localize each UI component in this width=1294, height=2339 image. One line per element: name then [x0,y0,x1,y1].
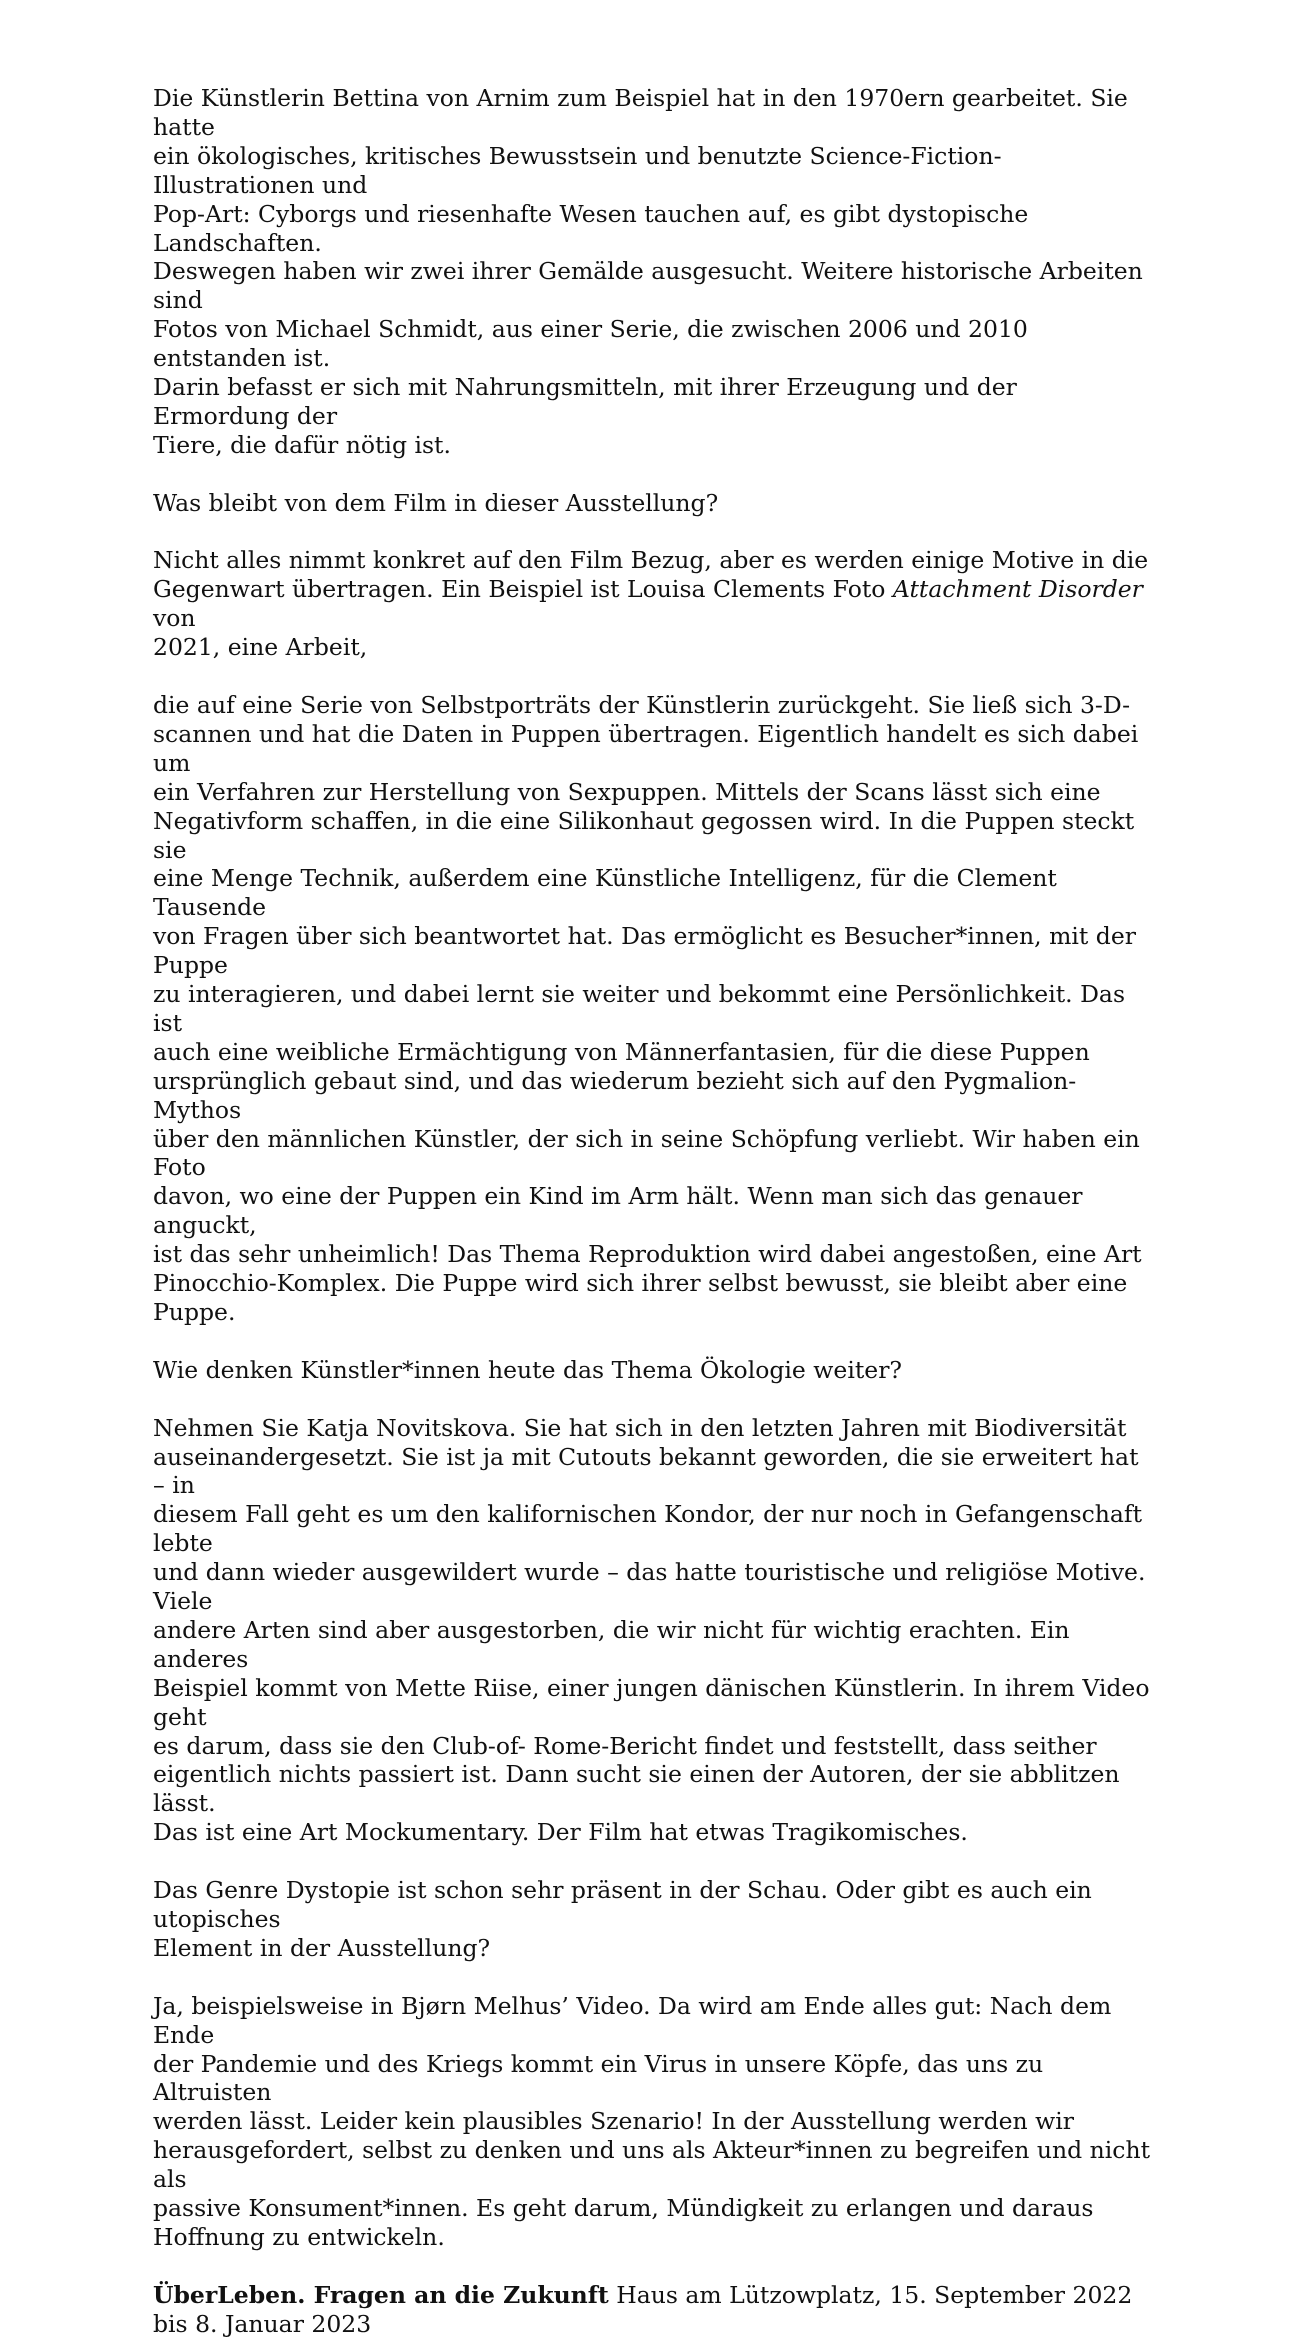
article-page [153,84,1153,2339]
paragraph-bettina-von-arnim: Die Künstlerin Bettina von Arnim zum Beispiel hat in den 1970ern gearbeitet. Sie hatte ein ökologisches, kritisches Bewusstsein und benutzte Science-Fiction-Illustrationen und Pop-Art: Cyborgs und riesenhafte Wesen tauchen auf, es gibt dystopische Landschaften. Deswegen haben wir zwei ihrer Gemälde ausgesucht. Weitere historische Arbeiten sind Fotos von Michael Schmidt, aus einer Serie, die zwischen 2006 und 2010 entstanden ist. Darin befasst er sich mit Nahrungsmitteln, mit ihrer Erzeugung und der Ermordung der Tiere, die dafür nötig ist. [153,84,1143,459]
paragraph-katja-novitskova: Nehmen Sie Katja Novitskova. Sie hat sich in den letzten Jahren mit Biodiversität auseinandergesetzt. Sie ist ja mit Cutouts bekannt geworden, die sie erweitert hat – in diesem Fall geht es um den kalifornischen Kondor, der nur noch in Gefangenschaft lebte und dann wieder ausgewildert wurde – das hatte touristische und religiöse Motive. Viele andere Arten sind aber ausgestorben, die wir nicht für wichtig erachten. Ein anderes Beispiel kommt von Mette Riise, einer jungen dänischen Künstlerin. In ihrem Video geht es darum, dass sie den Club-of- Rome-Bericht findet und feststellt, dass seither eigentlich nichts passiert ist. Dann sucht sie einen der Autoren, der sie abblitzen lässt. Das ist eine Art Mockumentary. Der Film hat etwas Tragikomisches. [153,1413,1150,1847]
exhibition-credits [153,2281,1153,2339]
artwork-title-attachment-disorder: Attachment Disorder [892,575,1143,604]
interview-question-dystopie: Das Genre Dystopie ist schon sehr präsent in der Schau. Oder gibt es auch ein utopisches Element in der Ausstellung? [153,1876,1092,1962]
exhibition-title: ÜberLeben. Fragen an die Zukunft [153,2280,609,2309]
interview-question-oekologie: Wie denken Künstler*innen heute das Thema Ökologie weiter? [153,1355,903,1384]
paragraph-bjorn-melhus: Ja, beispielsweise in Bjørn Melhus’ Video. Da wird am Ende alles gut: Nach dem Ende der Pandemie und des Kriegs kommt ein Virus in unsere Köpfe, das uns zu Altruisten werden lässt. Leider kein plausibles Szenario! In der Ausstellung werden wir herausgefordert, selbst zu denken und uns als Akteur*innen zu begreifen und nicht als passive Konsument*innen. Es geht darum, Mündigkeit zu erlangen und daraus Hoffnung zu entwickeln. [153,1991,1151,2251]
paragraph-louisa-clement [153,546,1153,662]
interview-question-film: Was bleibt von dem Film in dieser Ausstellung? [153,488,719,517]
paragraph-louisa-clement-end: von 2021, eine Arbeit, [153,604,368,662]
exhibition-details: Haus am Lützowplatz, 15. September 2022 bis 8. Januar 2023 [153,2280,1133,2338]
paragraph-louisa-clement-start: Nicht alles nimmt konkret auf den Film Bezug, aber es werden einige Motive in die Gegenwart übertragen. Ein Beispiel ist Louisa Clements Foto [153,546,1149,604]
paragraph-puppen: die auf eine Serie von Selbstporträts der Künstlerin zurückgeht. Sie ließ sich 3-D- scannen und hat die Daten in Puppen übertragen. Eigentlich handelt es sich dabei um ein Verfahren zur Herstellung von Sexpuppen. Mittels der Scans lässt sich eine Negativform schaffen, in die eine Silikonhaut gegossen wird. In die Puppen steckt sie eine Menge Technik, außerdem eine Künstliche Intelligenz, für die Clement Tausende von Fragen über sich beantwortet hat. Das ermöglicht es Besucher*innen, mit der Puppe zu interagieren, und dabei lernt sie weiter und bekommt eine Persönlichkeit. Das ist auch eine weibliche Ermächtigung von Männerfantasien, für die diese Puppen ursprünglich gebaut sind, und das wiederum bezieht sich auf den Pygmalion-Mythos über den männlichen Künstler, der sich in seine Schöpfung verliebt. Wir haben ein Foto davon, wo eine der Puppen ein Kind im Arm hält. Wenn man sich das genauer anguckt, ist das sehr unheimlich! Das Thema Reproduktion wird dabei angestoßen, eine Art Pinocchio-Komplex. Die Puppe wird sich ihrer selbst bewusst, sie bleibt aber eine Puppe. [153,690,1142,1327]
